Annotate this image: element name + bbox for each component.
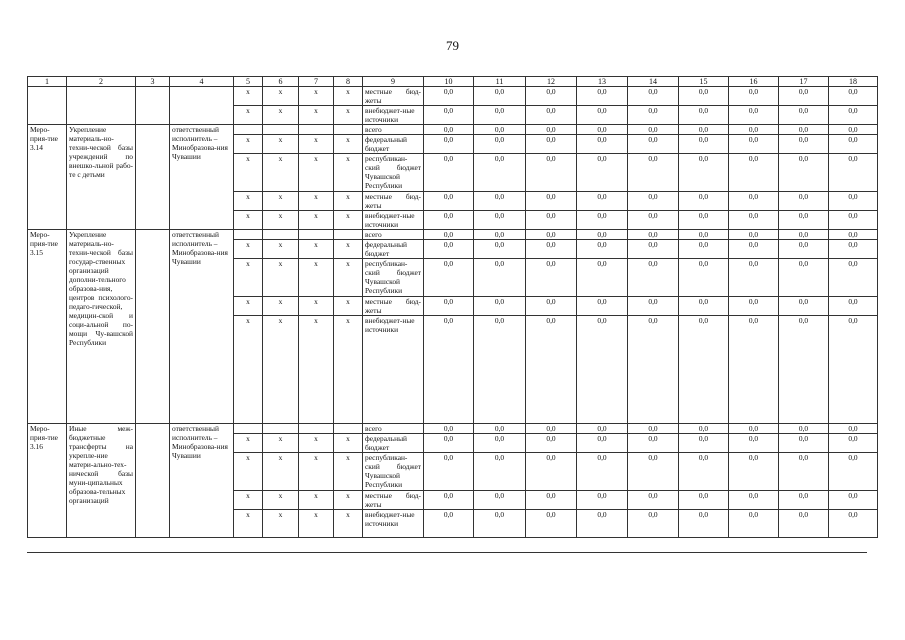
measure-name: Укрепление материаль-но-техни-ческой базы государ-ственных организаций дополни-тельного образова-ния, центров психолого-педаго-гической, медицин-ской и соци-альной по-мощи Чу-вашской Республики — [67, 230, 136, 424]
amount-cell: 0,0 — [526, 453, 577, 491]
mark-cell: x — [299, 491, 334, 510]
amount-cell: 0,0 — [729, 240, 779, 259]
amount-cell: 0,0 — [829, 316, 878, 424]
amount-cell: 0,0 — [577, 491, 628, 510]
amount-cell: 0,0 — [829, 424, 878, 434]
column-number-8: 8 — [334, 77, 363, 87]
amount-cell: 0,0 — [679, 211, 729, 230]
mark-cell — [263, 125, 299, 135]
amount-cell: 0,0 — [474, 87, 526, 106]
column-number-17: 17 — [779, 77, 829, 87]
amount-cell: 0,0 — [779, 106, 829, 125]
column-number-13: 13 — [577, 77, 628, 87]
amount-cell: 0,0 — [729, 106, 779, 125]
measure-name: Укрепление материаль-но-техни-ческой базы учреждений по внешко-льной рабо-те с детьми — [67, 125, 136, 230]
mark-cell: x — [299, 135, 334, 154]
amount-cell: 0,0 — [424, 211, 474, 230]
mark-cell — [234, 424, 263, 434]
amount-cell: 0,0 — [526, 106, 577, 125]
mark-cell: x — [263, 297, 299, 316]
executor: ответственный исполнитель – Минобразова-ния Чувашии — [170, 424, 234, 538]
amount-cell: 0,0 — [679, 106, 729, 125]
mark-cell: x — [334, 453, 363, 491]
amount-cell: 0,0 — [474, 106, 526, 125]
mark-cell: x — [263, 491, 299, 510]
mark-cell: x — [299, 154, 334, 192]
amount-cell: 0,0 — [424, 453, 474, 491]
funding-source: внебюджет-ные источники — [363, 510, 424, 538]
column-number-10: 10 — [424, 77, 474, 87]
measure-label: Меро-прия-тие 3.14 — [28, 125, 67, 230]
amount-cell: 0,0 — [526, 424, 577, 434]
mark-cell: x — [234, 240, 263, 259]
column-number-7: 7 — [299, 77, 334, 87]
amount-cell: 0,0 — [679, 240, 729, 259]
amount-cell: 0,0 — [474, 192, 526, 211]
amount-cell: 0,0 — [779, 87, 829, 106]
mark-cell: x — [334, 192, 363, 211]
column-number-5: 5 — [234, 77, 263, 87]
amount-cell: 0,0 — [729, 491, 779, 510]
mark-cell: x — [334, 154, 363, 192]
amount-cell: 0,0 — [526, 154, 577, 192]
amount-cell: 0,0 — [829, 154, 878, 192]
mark-cell: x — [334, 240, 363, 259]
mark-cell: x — [299, 240, 334, 259]
funding-source: местные бюд-жеты — [363, 297, 424, 316]
mark-cell: x — [263, 87, 299, 106]
mark-cell: x — [299, 259, 334, 297]
mark-cell: x — [334, 135, 363, 154]
amount-cell: 0,0 — [829, 87, 878, 106]
table-bottom-rule — [27, 552, 867, 553]
amount-cell: 0,0 — [474, 125, 526, 135]
amount-cell: 0,0 — [526, 135, 577, 154]
amount-cell: 0,0 — [424, 230, 474, 240]
amount-cell: 0,0 — [424, 240, 474, 259]
budget-table — [27, 76, 878, 538]
mark-cell — [263, 424, 299, 434]
mark-cell — [334, 125, 363, 135]
amount-cell: 0,0 — [474, 453, 526, 491]
funding-source: всего — [363, 125, 424, 135]
amount-cell: 0,0 — [679, 316, 729, 424]
amount-cell: 0,0 — [729, 434, 779, 453]
amount-cell: 0,0 — [577, 240, 628, 259]
amount-cell: 0,0 — [474, 154, 526, 192]
amount-cell: 0,0 — [526, 316, 577, 424]
amount-cell: 0,0 — [577, 434, 628, 453]
mark-cell: x — [263, 259, 299, 297]
funding-source: республикан-ский бюджет Чувашской Республики — [363, 259, 424, 297]
amount-cell: 0,0 — [779, 424, 829, 434]
amount-cell: 0,0 — [679, 424, 729, 434]
amount-cell: 0,0 — [424, 316, 474, 424]
amount-cell: 0,0 — [779, 154, 829, 192]
mark-cell: x — [263, 453, 299, 491]
amount-cell: 0,0 — [424, 510, 474, 538]
executor: ответственный исполнитель – Минобразова-ния Чувашии — [170, 230, 234, 424]
funding-source: местные бюд-жеты — [363, 491, 424, 510]
funding-source: республикан-ский бюджет Чувашской Республики — [363, 453, 424, 491]
amount-cell: 0,0 — [474, 434, 526, 453]
mark-cell — [299, 424, 334, 434]
amount-cell: 0,0 — [424, 87, 474, 106]
amount-cell: 0,0 — [628, 434, 679, 453]
amount-cell: 0,0 — [526, 230, 577, 240]
mark-cell: x — [234, 510, 263, 538]
amount-cell: 0,0 — [577, 316, 628, 424]
amount-cell: 0,0 — [679, 125, 729, 135]
mark-cell: x — [334, 510, 363, 538]
funding-source: внебюджет-ные источники — [363, 106, 424, 125]
measure-name: Иные меж-бюджетные трансферты на укрепле-ние матери-ально-тех-нической базы муни-ципальных образова-тельных организаций — [67, 424, 136, 538]
amount-cell: 0,0 — [474, 230, 526, 240]
funding-source: федеральный бюджет — [363, 240, 424, 259]
mark-cell: x — [234, 316, 263, 424]
amount-cell: 0,0 — [729, 211, 779, 230]
amount-cell: 0,0 — [526, 192, 577, 211]
amount-cell: 0,0 — [628, 424, 679, 434]
empty-cell — [170, 87, 234, 125]
amount-cell: 0,0 — [729, 316, 779, 424]
mark-cell: x — [234, 453, 263, 491]
amount-cell: 0,0 — [779, 192, 829, 211]
amount-cell: 0,0 — [474, 259, 526, 297]
mark-cell: x — [263, 211, 299, 230]
mark-cell: x — [299, 192, 334, 211]
mark-cell: x — [299, 106, 334, 125]
amount-cell: 0,0 — [526, 240, 577, 259]
amount-cell: 0,0 — [628, 87, 679, 106]
amount-cell: 0,0 — [679, 192, 729, 211]
mark-cell: x — [234, 434, 263, 453]
mark-cell: x — [263, 106, 299, 125]
funding-source: федеральный бюджет — [363, 135, 424, 154]
amount-cell: 0,0 — [526, 434, 577, 453]
empty-cell — [136, 424, 170, 538]
mark-cell: x — [263, 240, 299, 259]
table-row — [28, 125, 878, 135]
amount-cell: 0,0 — [779, 259, 829, 297]
table-row — [28, 424, 878, 434]
amount-cell: 0,0 — [829, 453, 878, 491]
amount-cell: 0,0 — [474, 211, 526, 230]
funding-source: всего — [363, 424, 424, 434]
amount-cell: 0,0 — [424, 424, 474, 434]
amount-cell: 0,0 — [577, 259, 628, 297]
mark-cell: x — [234, 211, 263, 230]
amount-cell: 0,0 — [526, 125, 577, 135]
mark-cell — [334, 424, 363, 434]
amount-cell: 0,0 — [628, 135, 679, 154]
empty-cell — [136, 125, 170, 230]
empty-cell — [67, 87, 136, 125]
amount-cell: 0,0 — [577, 87, 628, 106]
amount-cell: 0,0 — [424, 192, 474, 211]
amount-cell: 0,0 — [577, 230, 628, 240]
mark-cell: x — [263, 434, 299, 453]
amount-cell: 0,0 — [779, 211, 829, 230]
mark-cell: x — [299, 453, 334, 491]
amount-cell: 0,0 — [829, 240, 878, 259]
amount-cell: 0,0 — [526, 510, 577, 538]
amount-cell: 0,0 — [628, 510, 679, 538]
mark-cell: x — [334, 297, 363, 316]
amount-cell: 0,0 — [729, 259, 779, 297]
mark-cell: x — [334, 106, 363, 125]
amount-cell: 0,0 — [424, 259, 474, 297]
funding-source: внебюджет-ные источники — [363, 211, 424, 230]
amount-cell: 0,0 — [474, 240, 526, 259]
funding-source: внебюджет-ные источники — [363, 316, 424, 424]
empty-cell — [28, 87, 67, 125]
mark-cell: x — [263, 154, 299, 192]
column-number-2: 2 — [67, 77, 136, 87]
amount-cell: 0,0 — [679, 135, 729, 154]
mark-cell: x — [334, 434, 363, 453]
mark-cell: x — [299, 510, 334, 538]
amount-cell: 0,0 — [779, 297, 829, 316]
amount-cell: 0,0 — [729, 125, 779, 135]
table-row — [28, 230, 878, 240]
mark-cell: x — [234, 192, 263, 211]
mark-cell — [234, 125, 263, 135]
amount-cell: 0,0 — [829, 192, 878, 211]
empty-cell — [136, 87, 170, 125]
column-number-16: 16 — [729, 77, 779, 87]
amount-cell: 0,0 — [628, 240, 679, 259]
amount-cell: 0,0 — [628, 453, 679, 491]
mark-cell: x — [263, 192, 299, 211]
mark-cell: x — [299, 87, 334, 106]
mark-cell: x — [299, 434, 334, 453]
amount-cell: 0,0 — [474, 424, 526, 434]
mark-cell: x — [234, 259, 263, 297]
funding-source: местные бюд-жеты — [363, 87, 424, 106]
amount-cell: 0,0 — [829, 211, 878, 230]
amount-cell: 0,0 — [679, 154, 729, 192]
amount-cell: 0,0 — [829, 491, 878, 510]
amount-cell: 0,0 — [628, 125, 679, 135]
amount-cell: 0,0 — [577, 106, 628, 125]
column-number-12: 12 — [526, 77, 577, 87]
amount-cell: 0,0 — [474, 510, 526, 538]
amount-cell: 0,0 — [729, 192, 779, 211]
executor: ответственный исполнитель – Минобразова-ния Чувашии — [170, 125, 234, 230]
page-number: 79 — [446, 38, 459, 53]
mark-cell — [299, 125, 334, 135]
amount-cell: 0,0 — [829, 297, 878, 316]
amount-cell: 0,0 — [628, 297, 679, 316]
amount-cell: 0,0 — [779, 453, 829, 491]
amount-cell: 0,0 — [779, 135, 829, 154]
amount-cell: 0,0 — [729, 135, 779, 154]
mark-cell: x — [334, 491, 363, 510]
mark-cell: x — [263, 316, 299, 424]
measure-label: Меро-прия-тие 3.16 — [28, 424, 67, 538]
mark-cell: x — [334, 316, 363, 424]
column-number-9: 9 — [363, 77, 424, 87]
funding-source: всего — [363, 230, 424, 240]
amount-cell: 0,0 — [474, 297, 526, 316]
mark-cell: x — [299, 316, 334, 424]
mark-cell: x — [263, 135, 299, 154]
column-number-1: 1 — [28, 77, 67, 87]
column-number-14: 14 — [628, 77, 679, 87]
amount-cell: 0,0 — [577, 125, 628, 135]
amount-cell: 0,0 — [679, 453, 729, 491]
amount-cell: 0,0 — [729, 297, 779, 316]
mark-cell: x — [234, 106, 263, 125]
amount-cell: 0,0 — [729, 510, 779, 538]
funding-source: республикан-ский бюджет Чувашской Республики — [363, 154, 424, 192]
mark-cell — [263, 230, 299, 240]
column-number-15: 15 — [679, 77, 729, 87]
amount-cell: 0,0 — [424, 135, 474, 154]
amount-cell: 0,0 — [628, 211, 679, 230]
amount-cell: 0,0 — [577, 297, 628, 316]
amount-cell: 0,0 — [729, 424, 779, 434]
amount-cell: 0,0 — [779, 240, 829, 259]
amount-cell: 0,0 — [628, 106, 679, 125]
mark-cell — [234, 230, 263, 240]
amount-cell: 0,0 — [474, 491, 526, 510]
amount-cell: 0,0 — [577, 192, 628, 211]
amount-cell: 0,0 — [577, 154, 628, 192]
amount-cell: 0,0 — [526, 259, 577, 297]
mark-cell: x — [299, 297, 334, 316]
column-number-18: 18 — [829, 77, 878, 87]
amount-cell: 0,0 — [679, 434, 729, 453]
funding-source: федеральный бюджет — [363, 434, 424, 453]
amount-cell: 0,0 — [729, 453, 779, 491]
amount-cell: 0,0 — [474, 135, 526, 154]
amount-cell: 0,0 — [729, 154, 779, 192]
mark-cell: x — [299, 211, 334, 230]
amount-cell: 0,0 — [779, 491, 829, 510]
amount-cell: 0,0 — [829, 510, 878, 538]
amount-cell: 0,0 — [628, 316, 679, 424]
amount-cell: 0,0 — [628, 259, 679, 297]
column-number-6: 6 — [263, 77, 299, 87]
amount-cell: 0,0 — [628, 491, 679, 510]
amount-cell: 0,0 — [628, 192, 679, 211]
column-number-3: 3 — [136, 77, 170, 87]
header-row — [28, 77, 878, 87]
amount-cell: 0,0 — [424, 434, 474, 453]
table-row — [28, 87, 878, 106]
mark-cell: x — [234, 135, 263, 154]
amount-cell: 0,0 — [526, 491, 577, 510]
mark-cell: x — [263, 510, 299, 538]
mark-cell: x — [334, 211, 363, 230]
column-number-11: 11 — [474, 77, 526, 87]
amount-cell: 0,0 — [829, 259, 878, 297]
amount-cell: 0,0 — [829, 135, 878, 154]
amount-cell: 0,0 — [779, 510, 829, 538]
amount-cell: 0,0 — [779, 434, 829, 453]
mark-cell: x — [334, 87, 363, 106]
amount-cell: 0,0 — [577, 135, 628, 154]
amount-cell: 0,0 — [779, 230, 829, 240]
amount-cell: 0,0 — [679, 297, 729, 316]
amount-cell: 0,0 — [526, 87, 577, 106]
column-number-4: 4 — [170, 77, 234, 87]
measure-label: Меро-прия-тие 3.15 — [28, 230, 67, 424]
amount-cell: 0,0 — [829, 434, 878, 453]
amount-cell: 0,0 — [679, 230, 729, 240]
amount-cell: 0,0 — [829, 230, 878, 240]
amount-cell: 0,0 — [628, 230, 679, 240]
empty-cell — [136, 230, 170, 424]
amount-cell: 0,0 — [577, 424, 628, 434]
amount-cell: 0,0 — [779, 316, 829, 424]
amount-cell: 0,0 — [679, 510, 729, 538]
mark-cell — [334, 230, 363, 240]
amount-cell: 0,0 — [526, 211, 577, 230]
mark-cell — [299, 230, 334, 240]
amount-cell: 0,0 — [577, 211, 628, 230]
amount-cell: 0,0 — [424, 491, 474, 510]
mark-cell: x — [334, 259, 363, 297]
mark-cell: x — [234, 297, 263, 316]
amount-cell: 0,0 — [729, 87, 779, 106]
amount-cell: 0,0 — [829, 125, 878, 135]
amount-cell: 0,0 — [679, 491, 729, 510]
amount-cell: 0,0 — [729, 230, 779, 240]
amount-cell: 0,0 — [424, 106, 474, 125]
mark-cell: x — [234, 87, 263, 106]
amount-cell: 0,0 — [679, 87, 729, 106]
amount-cell: 0,0 — [679, 259, 729, 297]
funding-source: местные бюд-жеты — [363, 192, 424, 211]
amount-cell: 0,0 — [526, 297, 577, 316]
amount-cell: 0,0 — [779, 125, 829, 135]
amount-cell: 0,0 — [577, 510, 628, 538]
amount-cell: 0,0 — [424, 125, 474, 135]
mark-cell: x — [234, 154, 263, 192]
amount-cell: 0,0 — [474, 316, 526, 424]
amount-cell: 0,0 — [829, 106, 878, 125]
amount-cell: 0,0 — [577, 453, 628, 491]
amount-cell: 0,0 — [424, 297, 474, 316]
amount-cell: 0,0 — [424, 154, 474, 192]
amount-cell: 0,0 — [628, 154, 679, 192]
mark-cell: x — [234, 491, 263, 510]
